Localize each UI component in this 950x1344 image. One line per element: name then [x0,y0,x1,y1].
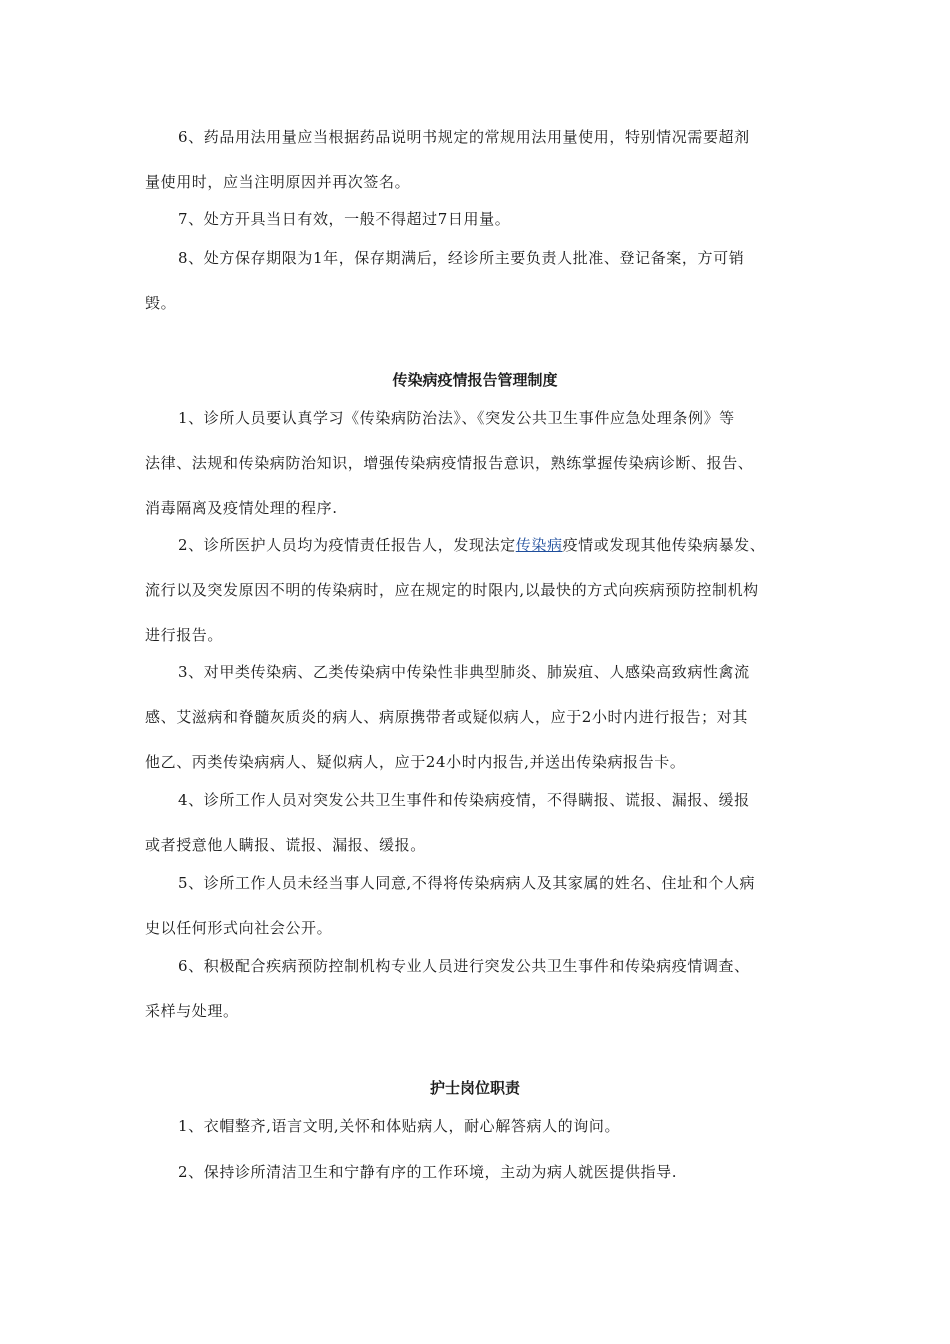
infectious-item-3-line-3: 他乙、丙类传染病病人、疑似病人，应于24小时内报告,并送出传染病报告卡。 [145,753,686,771]
infectious-item-6-line-1: 6、积极配合疾病预防控制机构专业人员进行突发公共卫生事件和传染病疫情调查、 [178,957,750,975]
prescription-item-7-line-1: 7、处方开具当日有效，一般不得超过7日用量。 [178,210,511,228]
infectious-item-2-line-1 [178,535,765,555]
section-title-infectious-reporting: 传染病疫情报告管理制度 [392,371,558,389]
infectious-item-4-line-2: 或者授意他人瞒报、谎报、漏报、缓报。 [145,836,426,854]
infectious-item-1-line-2: 法律、法规和传染病防治知识，增强传染病疫情报告意识，熟练掌握传染病诊断、报告、 [145,454,754,472]
infectious-item-6-line-2: 采样与处理。 [145,1002,239,1020]
nurse-item-1-line-1: 1、衣帽整齐,语言文明,关怀和体贴病人，耐心解答病人的询问。 [178,1117,621,1135]
infectious-item-2-line-2: 流行以及突发原因不明的传染病时，应在规定的时限内,以最快的方式向疾病预防控制机构 [145,581,759,599]
prescription-item-8-line-2: 毁。 [145,294,177,312]
infectious-item-2-line-3: 进行报告。 [145,626,224,644]
section-title-nurse-duties: 护士岗位职责 [429,1079,520,1097]
nurse-item-2-line-1: 2、保持诊所清洁卫生和宁静有序的工作环境，主动为病人就医提供指导. [178,1163,678,1181]
infectious-disease-link[interactable]: 传染病 [515,536,563,554]
prescription-item-6-line-2: 量使用时，应当注明原因并再次签名。 [145,173,411,191]
prescription-item-6-line-1: 6、药品用法用量应当根据药品说明书规定的常规用法用量使用，特别情况需要超剂 [178,128,750,146]
infectious-item-5-line-1: 5、诊所工作人员未经当事人同意,不得将传染病病人及其家属的姓名、住址和个人病 [178,874,756,892]
infectious-item-3-line-1: 3、对甲类传染病、乙类传染病中传染性非典型肺炎、肺炭疽、人感染高致病性禽流 [178,663,750,681]
infectious-item-1-line-1: 1、诊所人员要认真学习《传染病防治法》、《突发公共卫生事件应急处理条例》等 [178,409,735,427]
prescription-item-8-line-1: 8、处方保存期限为1年，保存期满后，经诊所主要负责人批准、登记备案，方可销 [178,249,745,267]
infectious-item-1-line-3: 消毒隔离及疫情处理的程序. [145,499,338,517]
infectious-item-3-line-2: 感、艾滋病和脊髓灰质炎的病人、病原携带者或疑似病人，应于2小时内进行报告；对其 [145,708,748,726]
infectious-item-2-text-before: 2、诊所医护人员均为疫情责任报告人，发现法定 [178,536,516,554]
infectious-item-2-text-after: 疫情或发现其他传染病暴发、 [562,536,766,554]
infectious-item-4-line-1: 4、诊所工作人员对突发公共卫生事件和传染病疫情，不得瞒报、谎报、漏报、缓报 [178,791,750,809]
infectious-item-5-line-2: 史以任何形式向社会公开。 [145,919,333,937]
